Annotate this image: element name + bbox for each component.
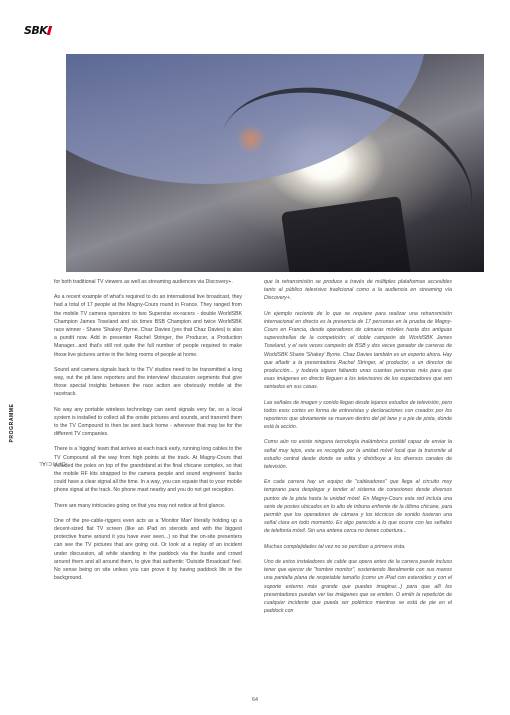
paragraph: Sound and camera signals back to the TV studios need to be transmitted a long way, out the pit lane reporters and the interview/ discussion segments that give those special insights between the race action are obviously mobile at the racetrack.	[54, 366, 242, 398]
paragraph: Como aún no existe ninguna tecnología inalámbrica portátil capaz de enviar la señal muy lejos, esta es recogida por la unidad móvil local que la transmite al estudio central desde donde se edita y distribuye a los diversos canales de televisión.	[264, 439, 452, 471]
paragraph: There is a 'rigging' team that arrives at each track early, running long cables to the TV Compound all the way from high points at the track. At Magny-Cours that included the poles on top of the grandstand at the final chicane complex, so that the mobile RF kits strapped to the camera people and sound engineers' backs could have a clear signal all the time. In a way, you can equate that to your mobile phone signal at the track. No phone mast nearby and you do not get reception.	[54, 446, 242, 494]
paragraph: Uno de estos instaladores de cable que opera antes de la carrera puede incluso tener que ejercer de "hombre monitor", sosteniendo literalmente con sus manos una pantalla plana de respetable tamaño (como un iPad con esteroides y con el soporte externo más grande que puedas imaginar...) para que allí los presentadores puedan ver las imágenes que se emiten. O emitir la repetición de cualquier incidente que pueda ser polémico mientras se está de pie en el paddock con	[264, 558, 452, 615]
english-column	[54, 278, 242, 590]
paragraph: que la retransmisión se produce a través de múltiples plataformas accesibles tanto al público televisivo tradicional como a la audiencia en streaming vía Discovery+.	[264, 279, 452, 302]
side-section-label	[2, 380, 66, 480]
sbk-logo	[24, 24, 58, 37]
logo-accent-mark	[47, 26, 52, 35]
spanish-column	[264, 278, 452, 622]
paragraph: As a recent example of what's required to do an international live broadcast, they had a total of 17 people at the Magny-Cours round in France. They ranged from the mobile TV camera operators to two Superstar ex-racers - double WorldSBK Champion James Toseland and six times BSB Champion and twice WorldSBK race winner - Shane 'Shakey' Byrne. Chaz Davies (yes that Chaz Davies) is also a pundit now. Add in presenter Rachel Stringer, the Producer, a Production Manager...and that's still not quite the full number of people required to make those live pictures arrive in the living rooms of people at home.	[54, 294, 242, 358]
side-label-prefix: OFFICIAL	[38, 460, 66, 466]
logo-text: SBK	[24, 24, 48, 37]
paragraph: Las señales de imagen y sonido llegan desde lejanos estudios de televisión, pero todos esos cortes en forma de entrevistas y declaraciones con creados por los reporteros que obviamente se mueven dentro del pit lane y a pie de pista, donde está la acción.	[264, 399, 452, 431]
paragraph: En cada carrera hay un equipo de "cableadores" que llega al circuito muy temprano para desplegar y tender el sistema de conexiones desde diversos puntos de la pista hasta la unidad móvil. En Magny-Cours esta red incluía una serie de postes ubicados en lo alto de tribuna enfrente de la última chicane, para permitir que los operadores de cámara y los técnicos de sonido tuvieran una señal clara en todo momento. Es algo parecido a lo que ocurre con las señales de telefonía móvil. Sin una antena cerca no tienes cobertura...	[264, 479, 452, 535]
satellite-dish-photo	[66, 54, 484, 272]
lens-flare	[236, 124, 266, 154]
paragraph: One of the pre-cable-riggers even acts as a 'Monitor Man' literally holding up a decent-sized flat TV screen (like an iPad on steroids and with the biggest protective frame around it you have ever seen...) so that the on-site presenters can see the TV pictures that are going out. Or look at a replay of an incident under discussion, all while standing in the paddock via the bustle and crowd around them and all around them, to give that authentic 'Outside Broadcast' feel. No sense being on site unless you can prove it by having paddock life in the background.	[54, 517, 242, 582]
paragraph: Un ejemplo reciente de lo que se requiere para realizar una retransmisión internacional en directo es la presencia de 17 personas en la prueba de Magny-Cours en Francia, desde operadores de cámaras móviles hasta dos antiguas superestrellas de la competición: el doble campeón de WorldSBK James Toseland, y el seis veces campeón de BSB y dos veces ganador de carreras de WorldSBK Shane 'Shakey' Byrne. Chaz Davies también es un experto ahora. Hay que añadir a la presentadora Rachel Stringer, al productor, a un director de producción... y todavía siguen faltando unas cuantas personas más para que esas imágenes en directo lleguen a los televisores de los espectadores que ven sentados en sus casas.	[264, 310, 452, 391]
paragraph: for both traditional TV viewers as well as streaming audiences via Discovery+.	[54, 279, 233, 285]
paragraph: No way any portable wireless technology can send signals very far, so a local system is installed to collect all the onsite pictures and sounds, and transmit them to the TV Compound to then be sent back home - wherever that may be for the different TV companies.	[54, 406, 242, 438]
paragraph: Muchas complejidades tal vez no se perciban a primera vista.	[264, 543, 406, 550]
page-number: 64	[251, 697, 259, 703]
paragraph: There are many intricacies going on that you may not notice at first glance.	[54, 502, 226, 509]
side-label-main: PROGRAMME	[9, 403, 15, 443]
